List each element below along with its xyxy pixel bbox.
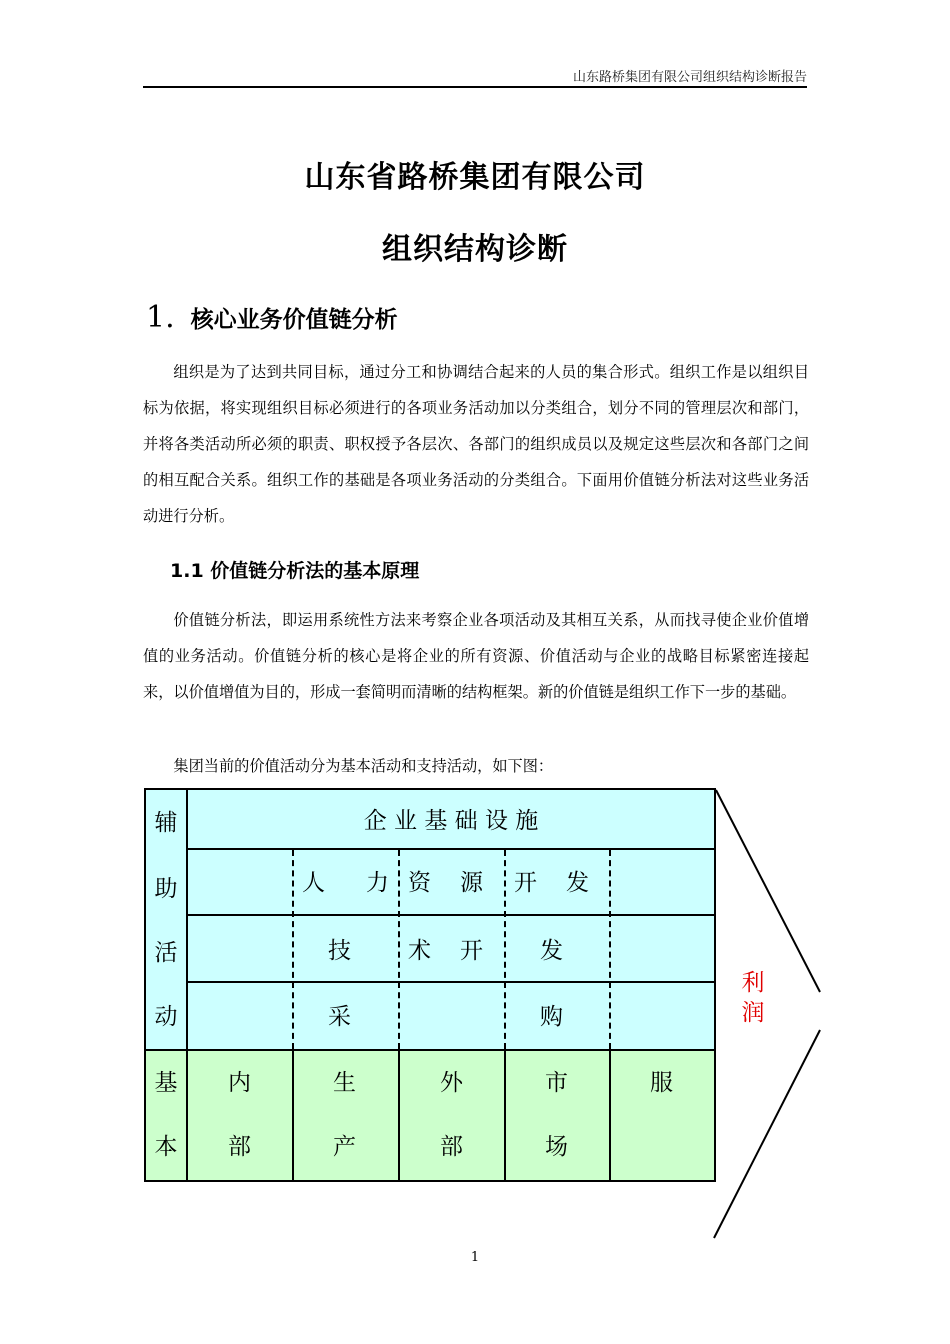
- row-divider-2: [186, 914, 716, 916]
- support-col-divider-2: [398, 850, 400, 1049]
- support-primary-divider: [144, 1049, 716, 1051]
- subsection-paragraph-1: 价值链分析法，即运用系统性方法来考察企业各项活动及其相互关系，从而找寻使企业价值增值的业务活动。价值链分析的核心是将企业的所有资源、价值活动与企业的战略目标紧密连接起来，以价值增值为目的，形成一套简明而清晰的结构框架。新的价值链是组织工作下一步的基础。: [143, 611, 809, 701]
- page-number: 1: [470, 1250, 480, 1265]
- arrow-lower-line: [714, 1030, 820, 1238]
- support-col-divider-3: [504, 850, 506, 1049]
- tech-char: 术: [408, 938, 431, 964]
- subsection-paragraph-2: 集团当前的价值活动分为基本活动和支持活动，如下图：: [173, 757, 554, 775]
- support-label-char: 动: [154, 1004, 178, 1030]
- document-subtitle: 组织结构诊断: [382, 232, 568, 267]
- primary-cell-char: 部: [440, 1134, 463, 1160]
- section-paragraph: 组织是为了达到共同目标，通过分工和协调结合起来的人员的集合形式。组织工作是以组织目标为依据，将实现组织目标必须进行的各项业务活动加以分类组合，划分不同的管理层次和部门，并将各类活动所必须的职责、职权授予各层次、各部门的组织成员以及规定这些层次和各部门之间的相互配合关系。组织工作的基础是各项业务活动的分类组合。下面用价值链分析法对这些业务活动进行分析。: [143, 363, 809, 525]
- primary-col-divider-2: [398, 1050, 400, 1182]
- primary-cell-char: 场: [545, 1134, 568, 1160]
- support-col-divider-4: [609, 850, 611, 1049]
- hr-char: 源: [460, 870, 483, 896]
- primary-cell-char: 服: [650, 1070, 673, 1096]
- hr-char: 发: [566, 870, 589, 896]
- header-text: 山东路桥集团有限公司组织结构诊断报告: [572, 70, 807, 85]
- primary-label-char: 本: [154, 1134, 178, 1160]
- hr-char: 资: [408, 870, 431, 896]
- support-label-char: 辅: [154, 810, 178, 836]
- procurement-char: 采: [328, 1004, 351, 1030]
- hr-char: 人: [302, 870, 325, 896]
- infrastructure-label: 企 业 基 础 设 施: [363, 808, 539, 834]
- tech-char: 发: [540, 938, 563, 964]
- tech-char: 技: [328, 938, 351, 964]
- profit-char: 利: [741, 970, 765, 996]
- profit-label: [738, 968, 768, 1028]
- hr-char: 力: [366, 870, 389, 896]
- primary-label-char: 基: [154, 1070, 178, 1096]
- arrow-upper-line: [716, 790, 820, 992]
- primary-col-divider-1: [292, 1050, 294, 1182]
- subsection-heading: 1.1 价值链分析法的基本原理: [170, 560, 420, 582]
- procurement-char: 购: [540, 1004, 563, 1030]
- support-label-char: 活: [154, 940, 178, 966]
- primary-col-divider-4: [609, 1050, 611, 1182]
- document-title: 山东省路桥集团有限公司: [304, 160, 646, 195]
- profit-char: 润: [741, 1000, 765, 1026]
- support-col-divider-1: [292, 850, 294, 1049]
- header-rule: [143, 86, 807, 88]
- support-label-char: 助: [154, 876, 178, 902]
- row-divider-1: [186, 848, 716, 850]
- hr-char: 开: [514, 870, 537, 896]
- tech-char: 开: [460, 938, 483, 964]
- primary-cell-char: 内: [228, 1070, 251, 1096]
- primary-cell-char: 外: [440, 1070, 463, 1096]
- section-heading: [146, 300, 398, 335]
- primary-cell-char: 产: [333, 1134, 356, 1160]
- section-title: 核心业务价值链分析: [190, 307, 398, 333]
- profit-arrow-lines: [700, 780, 840, 1250]
- primary-cell-char: 生: [333, 1070, 356, 1096]
- primary-col-divider-3: [504, 1050, 506, 1182]
- section-number: 1.: [146, 300, 175, 335]
- row-divider-3: [186, 981, 716, 983]
- primary-cell-char: 部: [228, 1134, 251, 1160]
- primary-cell-char: 市: [545, 1070, 568, 1096]
